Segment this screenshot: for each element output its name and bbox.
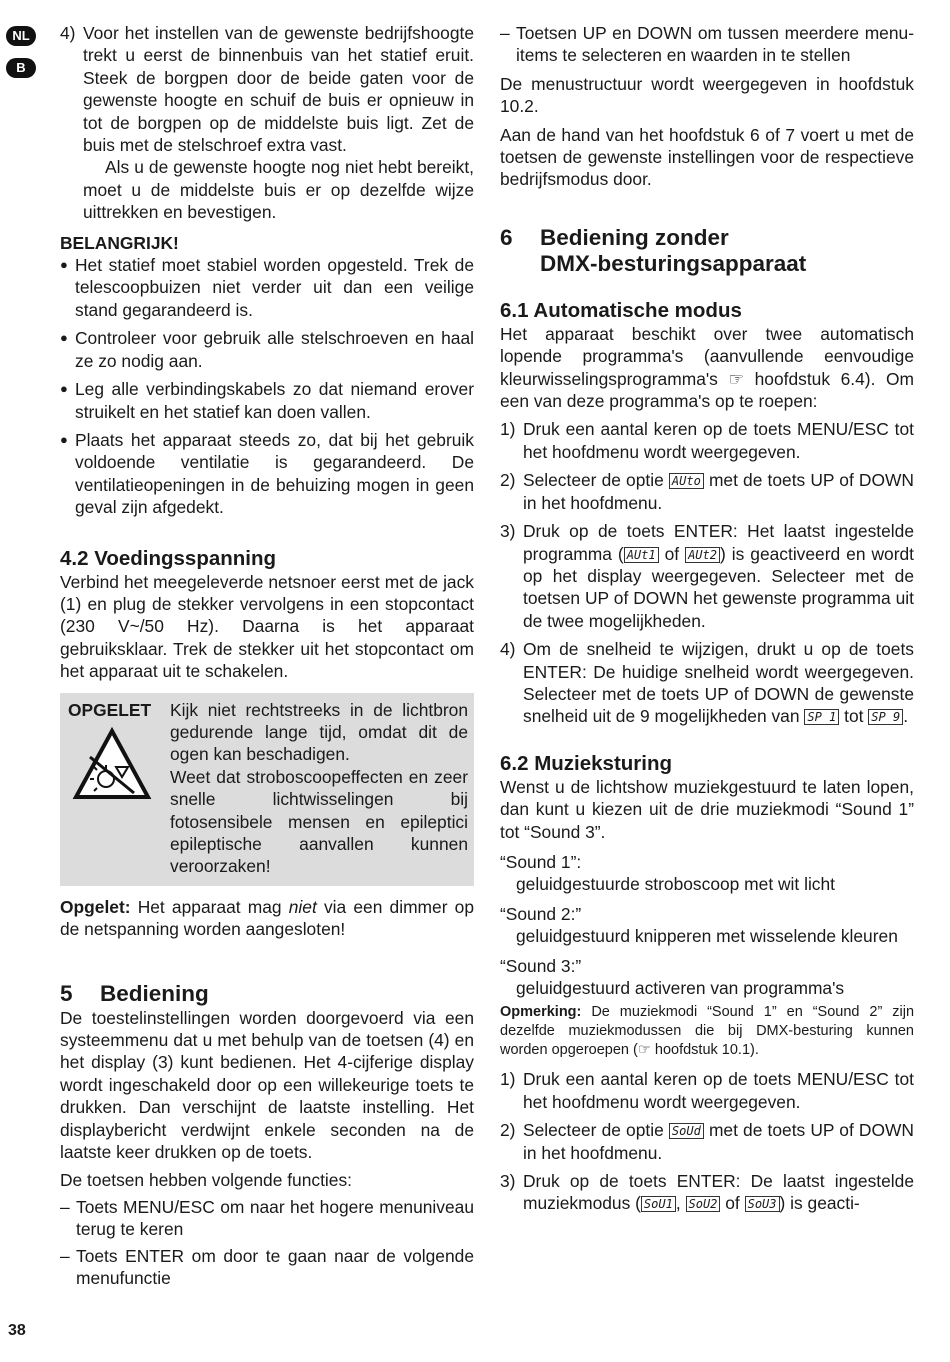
step-number: 2)	[500, 1120, 516, 1141]
sound-mode-label: “Sound 2:”	[500, 903, 582, 924]
key-function-text: Toets ENTER om door te gaan naar de volgende menufunctie	[76, 1245, 474, 1289]
paragraph-text: Het apparaat beschikt over twee automatisch lopende programma's (aanvullende eenvoudige kleurwisselingsprogramma's	[500, 323, 914, 389]
step-text: Druk op de toets ENTER: De laatst ingestelde muziekmodus ( SoU1 , SoU2 of SoU3 ) is geacti-	[523, 1171, 914, 1214]
chapter-title: Bediening	[100, 980, 209, 1006]
caution-emphasis: niet	[288, 896, 317, 917]
bullet-text: Het statief moet stabiel worden opgesteld. Trek de telescoopbuizen niet verder uit dan een veilige stand gegarandeerd is.	[75, 255, 474, 320]
right-column	[500, 22, 914, 1215]
section-heading-4-2: 4.2 Voedingsspanning	[60, 546, 277, 570]
language-badge-b: B	[6, 58, 36, 78]
display-readout: AUt2	[685, 547, 720, 563]
display-readout: SoU1	[641, 1196, 676, 1212]
chapter-number: 5	[60, 980, 73, 1006]
keys-intro: De toetsen hebben volgende functies:	[60, 1170, 352, 1191]
warning-label: OPGELET	[68, 699, 152, 720]
bullet-item	[60, 254, 474, 321]
bullet-text: Leg alle verbindingskabels zo dat niemand erover struikelt en het statief kan doen vallen.	[75, 379, 474, 422]
paragraph-text-end: hoofdstuk 6.4). Om een van deze programma's op te roepen:	[500, 368, 914, 412]
step-number: 2)	[500, 470, 516, 491]
display-readout: SoU3	[745, 1196, 780, 1212]
section-paragraph: Wenst u de lichtshow muziekgestuurd te laten lopen, dan kunt u kiezen uit de drie muziekmodi “Sound 1” tot “Sound 3”.	[500, 776, 914, 842]
pointing-hand-icon: ☞	[728, 368, 745, 389]
language-badge-nl: NL	[6, 26, 36, 46]
warning-box	[60, 693, 474, 886]
section-paragraph: Verbind het meegeleverde netsnoer eerst met de jack (1) en plug de stekker vervolgens in een stopcontact (230 V~/50 Hz). Daarna is het apparaat gebruiksklaar. Trek de stekker uit het stopcontact om het apparaat uit te schakelen.	[60, 571, 474, 682]
display-readout: SoUd	[669, 1123, 704, 1139]
step-item	[500, 1119, 914, 1164]
bullet-dot-icon: ●	[60, 257, 68, 273]
chapter-title-line-2: DMX-besturingsapparaat	[540, 250, 807, 276]
menu-structure-paragraph: De menustructuur wordt weergegeven in hoofdstuk 10.2.	[500, 73, 914, 117]
sound-mode-desc: geluidgestuurd knipperen met wisselende kleuren	[516, 926, 898, 947]
note-text: De muziekmodi “Sound 1” en “Sound 2” zijn dezelfde muziekmodussen die bij DMX-besturing kunnen worden opgeroepen (☞ hoofdstuk 10.1).	[500, 1004, 915, 1059]
key-function-item: – Toets ENTER om door te gaan naar de volgende menufunctie	[60, 1245, 474, 1289]
display-readout: SoU2	[686, 1196, 721, 1212]
chapter-heading-5	[60, 981, 474, 1007]
key-function-item: – Toetsen UP en DOWN om tussen meerdere menu-items te selecteren en waarden in te stellen	[500, 23, 914, 66]
section-paragraph	[500, 323, 914, 413]
step-item	[500, 1170, 914, 1215]
sound-mode-desc: geluidgestuurde stroboscoop met wit licht	[516, 874, 836, 895]
bullet-item	[60, 378, 474, 423]
step-text: Voor het instellen van de gewenste bedrijfshoogte trekt u eerst de binnenbuis van het statief eruit. Steek de borgpen door de beide gaten voor de gewenste hoogte en schuif de buis er opnieuw in tot de borgpen op de middelste buis ligt. Zet de buis met de stelschroef extra vast.	[83, 23, 474, 156]
sound-mode-item	[500, 955, 914, 1000]
section-heading-6-1: 6.1 Automatische modus	[500, 298, 742, 322]
step-text: Druk een aantal keren op de toets MENU/ESC tot het hoofdmenu wordt weergegeven.	[523, 419, 914, 462]
step-text: Druk een aantal keren op de toets MENU/ESC tot het hoofdmenu wordt weergegeven.	[523, 1069, 914, 1112]
step-text: Selecteer de optie AUto met de toets UP of DOWN in het hoofdmenu.	[523, 470, 914, 513]
sound-mode-desc: geluidgestuurd activeren van programma's	[516, 978, 845, 998]
step-number: 1)	[500, 1069, 516, 1090]
step-item	[500, 1068, 914, 1113]
step-number: 3)	[500, 521, 516, 542]
chapter-title-line-1: Bediening zonder	[540, 224, 729, 250]
display-readout: AUto	[669, 473, 704, 489]
step-text: Druk op de toets ENTER: Het laatst ingestelde programma ( AUt1 of AUt2 ) is geactiveerd en wordt op het display weergegeven. Selecteer met de toetsen UP of DOWN het gewenste programma uit de twee mogelijkheden.	[523, 521, 914, 631]
sound-mode-label: “Sound 3:”	[500, 955, 582, 976]
bullet-item	[60, 327, 474, 372]
bullet-text: Controleer voor gebruik alle stelschroeven en haal ze zo nodig aan.	[75, 328, 474, 371]
step-4	[60, 22, 474, 224]
bullet-dot-icon: ●	[60, 381, 68, 397]
step-item	[500, 418, 914, 463]
note-label: Opmerking:	[500, 1004, 582, 1021]
key-function-text: Toetsen UP en DOWN om tussen meerdere menu-items te selecteren en waarden in te stellen	[516, 23, 914, 66]
step-number: 3)	[500, 1171, 516, 1192]
display-readout: SP 9	[868, 709, 903, 725]
step-item	[500, 638, 914, 728]
chapter-reference-paragraph: Aan de hand van het hoofdstuk 6 of 7 voert u met de toetsen de gewenste instellingen voor de respectieve bedrijfsmodus door.	[500, 124, 914, 190]
chapter-heading-6	[500, 225, 914, 277]
important-heading: BELANGRIJK!	[60, 232, 179, 253]
section-heading-6-2: 6.2 Muzieksturing	[500, 751, 673, 775]
no-direct-light-warning-icon	[72, 727, 152, 815]
warning-text-2: Weet dat stroboscoopeffecten en zeer snelle lichtwisselingen bij fotosensibele mensen en epileptici epileptische aanvallen kunnen veroorzaken!	[170, 766, 468, 877]
sound-mode-label: “Sound 1”:	[500, 851, 582, 872]
display-readout: SP 1	[804, 709, 839, 725]
caution-label: Opgelet:	[60, 896, 131, 917]
sound-mode-item	[500, 903, 914, 948]
display-readout: AUt1	[624, 547, 659, 563]
note-paragraph	[500, 1003, 914, 1060]
bullet-item	[60, 429, 474, 519]
bullet-dot-icon: ●	[60, 330, 68, 346]
step-text: Om de snelheid te wijzigen, drukt u op de toets ENTER: De huidige snelheid wordt weergegeven. Selecteer met de toets UP of DOWN de gewenste snelheid uit de 9 mogelijkheden van SP 1 tot SP 9 .	[523, 639, 914, 727]
step-item	[500, 520, 914, 632]
step-item	[500, 469, 914, 514]
page-number: 38	[8, 1322, 26, 1339]
step-number: 4)	[60, 23, 76, 43]
step-number: 1)	[500, 419, 516, 440]
caution-paragraph	[60, 896, 474, 941]
bullet-text: Plaats het apparaat steeds zo, dat bij het gebruik voldoende ventilatie is gegarandeerd. De ventilatieopeningen in de behuizing mogen in geen geval zijn afgedekt.	[75, 429, 474, 518]
sound-mode-item	[500, 851, 914, 896]
warning-text-1: Kijk niet rechtstreeks in de lichtbron gedurende lange tijd, omdat dit de ogen kan beschadigen.	[170, 699, 468, 765]
bullet-dot-icon: ●	[60, 431, 68, 447]
chapter-paragraph: De toestelinstellingen worden doorgevoerd via een systeemmenu dat u met behulp van de toetsen (4) en het display (3) kunt bedienen. Het 4-cijferige display wordt ingeschakeld door op een willekeurige toets te drukken. Dan verschijnt de laatste instelling. Het displaybericht verdwijnt enkele seconden na de laatste keer drukken op de toets.	[60, 1007, 474, 1163]
left-column	[60, 22, 474, 1290]
key-function-item: – Toets MENU/ESC om naar het hogere menuniveau terug te keren	[60, 1196, 474, 1240]
key-function-text: Toets MENU/ESC om naar het hogere menuniveau terug te keren	[76, 1196, 474, 1240]
caution-text-end: via een dimmer op de netspanning worden aangesloten!	[60, 896, 475, 940]
step-number: 4)	[500, 639, 516, 660]
chapter-number: 6	[500, 224, 513, 250]
caution-text: Het apparaat mag	[137, 896, 282, 917]
step-text: Selecteer de optie SoUd met de toets UP of DOWN in het hoofdmenu.	[523, 1120, 914, 1163]
step-text-2: Als u de gewenste hoogte nog niet hebt bereikt, moet u de middelste buis er op dezelfde wijze uittrekken en bevestigen.	[83, 157, 474, 223]
